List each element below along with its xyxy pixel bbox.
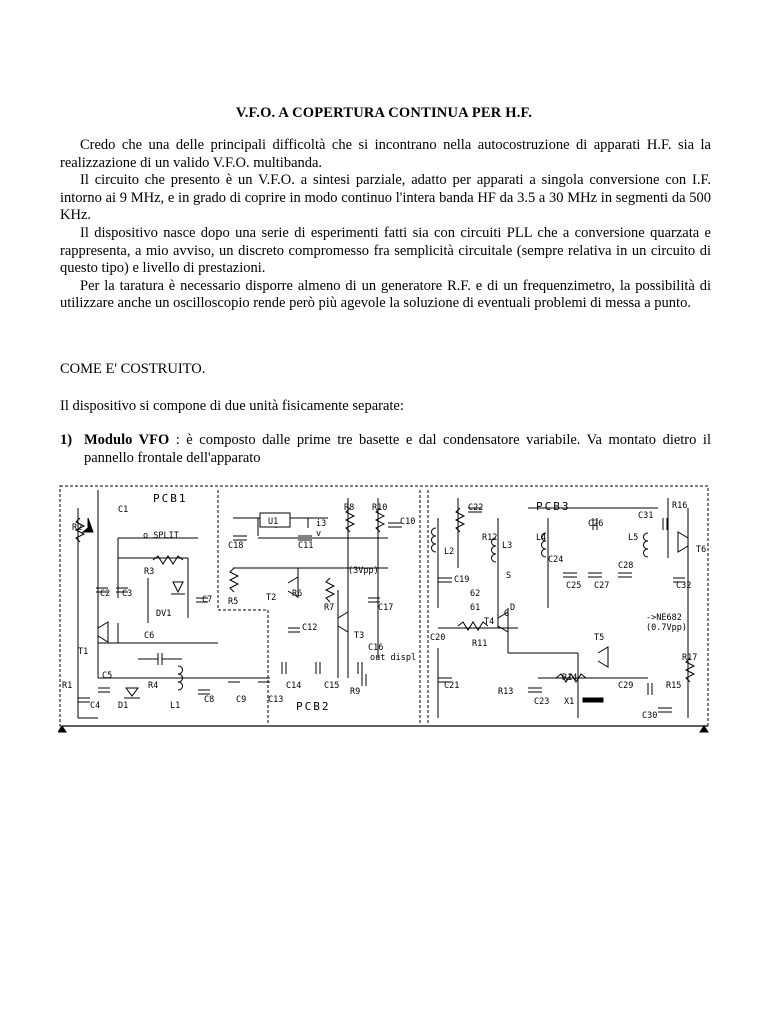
label-r3: R3: [144, 567, 155, 577]
ne682-label: ->NE682: [646, 613, 682, 623]
label-r7: R7: [324, 603, 335, 613]
label-c27: C27: [594, 581, 610, 591]
diode-d1-icon: [124, 688, 140, 698]
resistor-icon: [326, 508, 384, 602]
label-c18: C18: [228, 541, 244, 551]
label-c29: C29: [618, 681, 634, 691]
label-c32: C32: [676, 581, 692, 591]
label-c19-val1: 62: [470, 589, 481, 599]
label-r16: R16: [672, 501, 688, 511]
label-c13: C13: [268, 695, 284, 705]
capacitor-icon: [78, 688, 210, 702]
transistor-t1-icon: [98, 622, 108, 642]
list-item-number: 1): [60, 432, 73, 448]
label-x1: X1: [564, 697, 575, 707]
resistor-r3-icon: [153, 556, 183, 564]
label-c31: C31: [638, 511, 654, 521]
label-t1: T1: [78, 647, 89, 657]
label-l1: L1: [170, 701, 181, 711]
label-c23: C23: [534, 697, 550, 707]
u1-label: U1: [268, 517, 279, 527]
pcb2-wiring: [233, 498, 388, 678]
inductor-l2-icon: [432, 528, 437, 552]
pcb2-label: PCB2: [296, 700, 331, 713]
resistor-r5-icon: [230, 568, 238, 592]
paragraph-2: Il circuito che presento è un V.F.O. a sintesi parziale, adatto per apparati a singola conversione con I.F. intorno ai 9 MHz, e in grado di coprire in modo continuo l'intera banda HF da 3.5 a 30 MHz in segmenti da 500 KHz.: [60, 172, 711, 224]
capacitor-icon: [96, 588, 208, 602]
label-c5: C5: [102, 671, 113, 681]
list-item-1: [60, 432, 711, 467]
vfo-schematic: [58, 478, 712, 734]
label-c8: C8: [204, 695, 215, 705]
label-c19-val2: 61: [470, 603, 481, 613]
paragraph-3: Il dispositivo nasce dopo una serie di esperimenti fatti sia con circuiti PLL che a conversione quarzata e rappresenta, a mio avviso, un discreto compromesso fra semplicità circuitale (sempre relativa in un circuito di questo tipo) e livello di prestazioni.: [60, 224, 711, 277]
paragraph-4: Per la taratura è necessario disporre almeno di un generatore R.F. e di un frequenzimetro, la possibilità di utilizzare anche un oscilloscopio rende però più agevole la soluzione di eventuali problemi di messa a punto.: [60, 277, 711, 312]
label-c9: C9: [236, 695, 247, 705]
label-c1: C1: [118, 505, 129, 515]
inductor-l5-icon: [644, 533, 649, 557]
label-r15: R15: [666, 681, 682, 691]
label-r14: R14: [562, 673, 578, 683]
label-c25: C25: [566, 581, 582, 591]
split-label: o SPLIT: [143, 531, 179, 541]
transistor-icon: [498, 532, 688, 667]
label-l3: L3: [502, 541, 513, 551]
pcb1-wiring: [98, 538, 218, 643]
label-r12: R12: [482, 533, 498, 543]
label-c2: C2: [100, 589, 111, 599]
label-c30: C30: [642, 711, 658, 721]
label-c6: C6: [144, 631, 155, 641]
label-s: S: [506, 571, 512, 581]
out-displ-label: out displ: [370, 653, 417, 663]
label-c12: C12: [302, 623, 318, 633]
label-r17: R17: [682, 653, 698, 663]
intro-text: [60, 137, 711, 313]
label-d1: D1: [118, 701, 129, 711]
section-heading: COME E' COSTRUITO.: [60, 361, 206, 377]
label-c10: C10: [400, 517, 416, 527]
label-c4: C4: [90, 701, 101, 711]
capacitor-c6-icon: [138, 653, 182, 665]
list-item-text: : è composto dalle prime tre basette e dal condensatore variabile. Va montato dietro il pannello frontale dell'apparato: [84, 432, 711, 466]
composed-text: Il dispositivo si compone di due unità fisicamente separate:: [60, 398, 404, 414]
ground-icon: [58, 726, 708, 732]
vpp07-label: (0.7Vpp): [646, 623, 687, 633]
label-c15: C15: [324, 681, 340, 691]
label-r8: R8: [344, 503, 355, 513]
label-c26: C26: [588, 519, 604, 529]
label-c20: C20: [430, 633, 446, 643]
label-c7: C7: [202, 595, 213, 605]
label-c21: C21: [444, 681, 460, 691]
pcb1-label: PCB1: [153, 492, 188, 505]
label-c24: C24: [548, 555, 564, 565]
label-r6: R6: [292, 589, 303, 599]
label-c22: C22: [468, 503, 484, 513]
label-r10: R10: [372, 503, 388, 513]
label-l2: L2: [444, 547, 455, 557]
label-r13: R13: [498, 687, 514, 697]
label-t5: T5: [594, 633, 605, 643]
label-dv1: DV1: [156, 609, 172, 619]
label-t4: T4: [484, 617, 495, 627]
label-r9: R9: [350, 687, 361, 697]
label-l4: L4: [536, 533, 547, 543]
label-c28: C28: [618, 561, 634, 571]
document-title: V.F.O. A COPERTURA CONTINUA PER H.F.: [235, 105, 533, 121]
label-g: G: [504, 609, 510, 619]
label-r5: R5: [228, 597, 239, 607]
label-c16: C16: [368, 643, 384, 653]
label-c3: C3: [122, 589, 133, 599]
label-t2: T2: [266, 593, 277, 603]
label-t6: T6: [696, 545, 707, 555]
v-label: v: [316, 529, 322, 539]
label-c19: C19: [454, 575, 470, 585]
label-r11: R11: [472, 639, 488, 649]
label-c17: C17: [378, 603, 394, 613]
paragraph-1: Credo che una delle principali difficoltà che si incontrano nella autocostruzione di apparati H.F. sia la realizzazione di un valido V.F.O. multibanda.: [60, 137, 711, 171]
transistor-t3-icon: [338, 612, 348, 632]
label-r1: R1: [62, 681, 73, 691]
i3-label: i3: [316, 519, 327, 529]
vpp3-label: (3Vpp): [348, 566, 379, 576]
label-d: D: [510, 603, 516, 613]
list-item-term: Modulo VFO: [84, 432, 170, 448]
label-r2: R2: [72, 523, 83, 533]
label-c11: C11: [298, 541, 314, 551]
label-r4: R4: [148, 681, 159, 691]
label-c14: C14: [286, 681, 302, 691]
pcb3-label: PCB3: [536, 500, 571, 513]
ground-icon: [83, 518, 93, 532]
crystal-x1-icon: [583, 698, 603, 702]
label-l5: L5: [628, 533, 639, 543]
varicap-dv1-icon: [171, 582, 185, 594]
label-t3: T3: [354, 631, 365, 641]
